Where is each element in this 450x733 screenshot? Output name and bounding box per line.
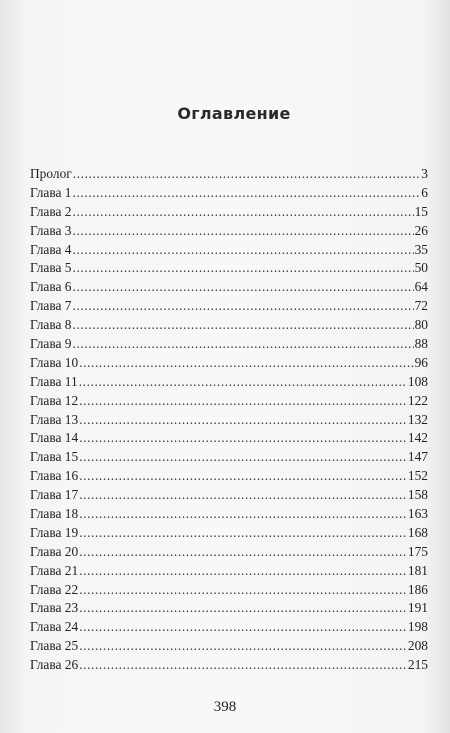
toc-entry-label: Глава 23 [30,600,79,616]
toc-entry [30,259,428,278]
toc-entry [30,411,428,430]
dot-leader [73,165,421,184]
toc-entry-page: 175 [407,543,428,559]
toc-entry-page: 88 [414,336,428,352]
toc-entry-label: Глава 19 [30,524,79,540]
toc-entry-label: Пролог [30,166,72,181]
toc-entry-label: Глава 22 [30,581,79,597]
toc-entry-page: 72 [414,298,428,314]
toc-entry-page: 186 [407,581,428,597]
toc-entry [30,543,428,562]
dot-leader [73,203,414,222]
dot-leader [79,543,407,562]
toc-entry-page: 35 [414,241,428,257]
toc-entry-page: 80 [414,317,428,333]
toc-entry [30,581,428,600]
page-number: 398 [213,699,237,715]
toc-entry-page: 50 [414,260,428,276]
toc-entry-page: 158 [407,487,428,503]
toc-entry-label: Глава 11 [30,373,78,389]
toc-entry [30,467,428,486]
toc-entry-page: 122 [407,392,428,408]
dot-leader [73,184,421,203]
toc-entry-page: 64 [414,279,428,295]
toc-entry-label: Глава 21 [30,562,79,578]
toc-entry [30,618,428,637]
dot-leader [79,411,407,430]
dot-leader [79,392,407,411]
toc-entry [30,297,428,316]
toc-entry-page: 198 [407,619,428,635]
dot-leader [73,297,414,316]
dot-leader [79,562,407,581]
dot-leader [79,354,413,373]
toc-entry-label: Глава 12 [30,392,79,408]
toc-entry-page: 6 [421,184,428,200]
table-of-contents [30,165,428,675]
dot-leader [73,222,414,241]
toc-entry-page: 108 [407,373,428,389]
toc-entry [30,373,428,392]
dot-leader [79,599,407,618]
toc-entry-label: Глава 8 [30,317,72,333]
toc-entry [30,637,428,656]
dot-leader [73,241,414,260]
toc-entry [30,486,428,505]
toc-entry-label: Глава 18 [30,506,79,522]
dot-leader [73,335,414,354]
toc-entry [30,316,428,335]
toc-entry [30,524,428,543]
toc-entry-page: 147 [407,449,428,465]
toc-entry-page: 96 [414,354,428,370]
dot-leader [73,278,414,297]
toc-entry [30,222,428,241]
toc-entry-label: Глава 17 [30,487,79,503]
toc-entry-label: Глава 14 [30,430,79,446]
toc-entry-label: Глава 13 [30,411,79,427]
toc-entry-page: 3 [421,166,428,181]
toc-entry [30,448,428,467]
dot-leader [79,448,407,467]
toc-entry-page: 26 [414,222,428,238]
toc-entry [30,184,428,203]
toc-entry-label: Глава 7 [30,298,72,314]
toc-entry [30,656,428,675]
toc-entry [30,599,428,618]
toc-entry-label: Глава 6 [30,279,72,295]
dot-leader [79,373,407,392]
toc-entry-label: Глава 2 [30,203,72,219]
toc-entry [30,354,428,373]
dot-leader [79,637,407,656]
dot-leader [79,486,407,505]
toc-entry-page: 142 [407,430,428,446]
toc-entry [30,203,428,222]
toc-entry-page: 181 [407,562,428,578]
toc-entry-page: 208 [407,638,428,654]
toc-entry-page: 168 [407,524,428,540]
toc-entry [30,562,428,581]
dot-leader [79,656,407,675]
toc-entry [30,241,428,260]
dot-leader [79,467,407,486]
toc-entry [30,278,428,297]
toc-entry-page: 215 [407,657,428,673]
toc-entry-page: 191 [407,600,428,616]
toc-entry-label: Глава 5 [30,260,72,276]
toc-entry [30,335,428,354]
toc-entry-label: Глава 20 [30,543,79,559]
dot-leader [79,524,407,543]
dot-leader [79,505,407,524]
dot-leader [73,259,414,278]
dot-leader [79,618,407,637]
toc-entry-page: 15 [414,203,428,219]
toc-entry-label: Глава 3 [30,222,72,238]
toc-entry-page: 132 [407,411,428,427]
toc-entry-label: Глава 24 [30,619,79,635]
toc-entry-label: Глава 10 [30,354,79,370]
toc-entry-label: Глава 15 [30,449,79,465]
toc-entry-label: Глава 16 [30,468,79,484]
toc-entry-label: Глава 1 [30,184,72,200]
toc-entry [30,392,428,411]
dot-leader [79,429,407,448]
dot-leader [73,316,414,335]
toc-entry-label: Глава 9 [30,336,72,352]
toc-entry [30,429,428,448]
toc-entry-label: Глава 26 [30,657,79,673]
toc-entry-page: 163 [407,506,428,522]
toc-entry-label: Глава 25 [30,638,79,654]
dot-leader [79,581,407,600]
toc-entry-label: Глава 4 [30,241,72,257]
toc-entry [30,165,428,184]
toc-entry [30,505,428,524]
page-title: Оглавление [177,104,291,123]
toc-entry-page: 152 [407,468,428,484]
